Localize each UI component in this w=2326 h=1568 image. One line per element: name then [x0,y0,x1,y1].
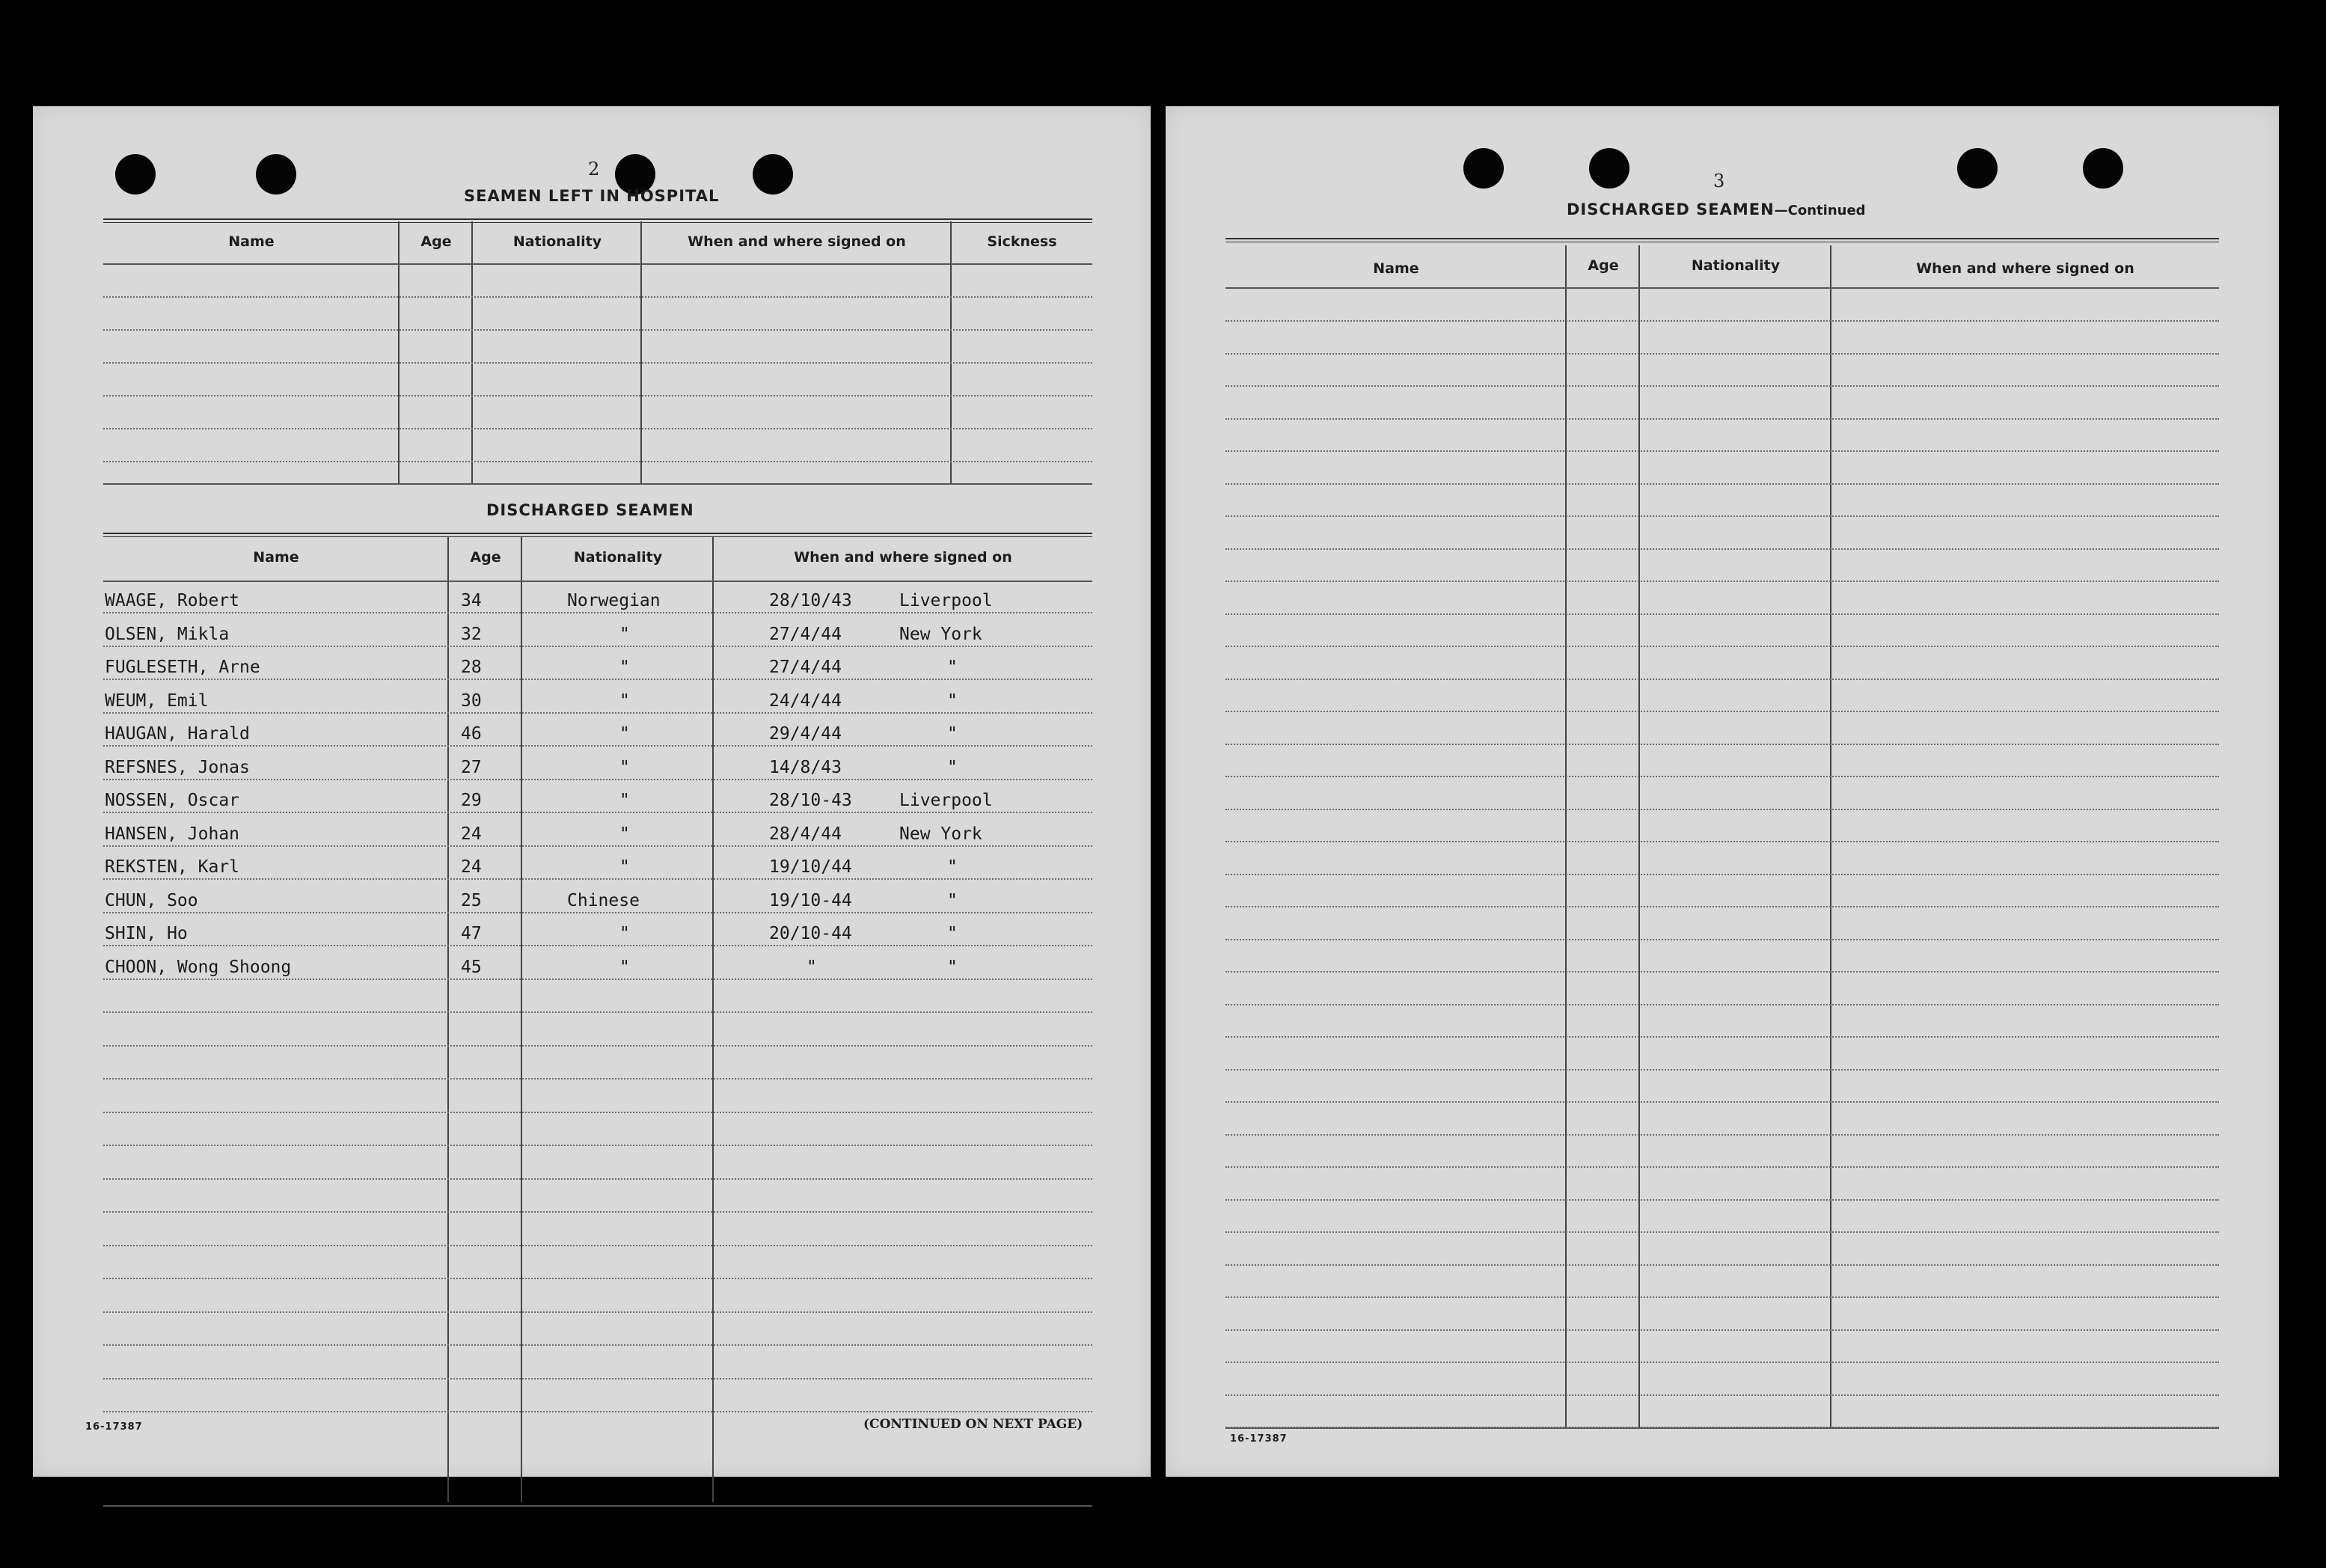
cell-age: 24 [461,824,482,844]
cell-place: New York [899,824,982,844]
cell-date: 20/10-44 [769,924,852,943]
discharged-rows [103,533,1092,1520]
header-age: Age [420,233,452,250]
table-row [103,620,1092,646]
cell-name: REKSTEN, Karl [105,857,240,877]
header-name: Name [1373,260,1419,277]
cell-age: 30 [461,690,482,711]
table-row [103,587,1092,612]
form-number: 16-17387 [1230,1433,1288,1445]
punch-hole [1957,148,1998,189]
header-signed-on: When and where signed on [1916,260,2134,277]
cell-age: 29 [461,791,482,810]
hospital-table [103,218,1092,488]
cell-place: " [947,890,958,910]
cell-date: 28/10-43 [769,791,852,810]
page-number: 2 [588,159,600,180]
table-row [103,653,1092,679]
title-suffix: —Continued [1774,203,1866,218]
cell-name: WEUM, Emil [105,690,209,711]
cell-nationality: " [619,658,630,677]
cell-place: " [947,857,958,877]
cell-age: 47 [461,924,482,943]
cell-place: Liverpool [899,791,993,810]
left-page [33,106,1151,1477]
cell-date: 14/8/43 [769,757,842,777]
cell-place: " [947,924,958,943]
cell-nationality: " [619,957,630,977]
right-page [1166,106,2279,1477]
cell-date: 24/4/44 [769,690,842,711]
discharged-table [103,533,1092,1520]
punch-hole [753,154,793,195]
cell-place: New York [899,624,982,644]
cell-place: " [947,957,958,977]
table-row [103,786,1092,812]
form-number: 16-17387 [85,1421,143,1433]
continued-note: (CONTINUED ON NEXT PAGE) [863,1417,1083,1432]
page-number: 3 [1713,171,1725,192]
cell-nationality: " [619,757,630,777]
cell-date: " [807,957,817,977]
punch-hole [1463,148,1504,189]
cell-name: WAAGE, Robert [105,591,240,610]
table-row [103,687,1092,712]
continued-table [1225,238,2219,1532]
hospital-section-title: SEAMEN LEFT IN HOSPITAL [464,187,720,205]
punch-hole [115,154,156,195]
table-row [103,720,1092,745]
cell-age: 24 [461,857,482,877]
cell-nationality: Chinese [567,890,640,910]
cell-date: 29/4/44 [769,724,842,744]
title-main: DISCHARGED SEAMEN [1567,200,1775,218]
cell-date: 27/4/44 [769,624,842,644]
cell-nationality: " [619,724,630,744]
continued-section-title [1567,200,1866,218]
cell-date: 27/4/44 [769,658,842,677]
cell-name: NOSSEN, Oscar [105,791,240,810]
header-nationality: Nationality [1691,257,1781,274]
header-age: Age [470,549,501,566]
cell-date: 28/4/44 [769,824,842,844]
header-name: Name [253,549,299,566]
cell-nationality: " [619,857,630,877]
table-row [103,820,1092,845]
header-signed-on: When and where signed on [794,549,1012,566]
cell-place: " [947,658,958,677]
cell-date: 19/10/44 [769,857,852,877]
cell-nationality: " [619,624,630,644]
table-row [103,919,1092,945]
table-row [103,953,1092,979]
cell-age: 28 [461,658,482,677]
cell-age: 27 [461,757,482,777]
cell-nationality: " [619,791,630,810]
discharged-section-title: DISCHARGED SEAMEN [486,501,694,519]
cell-name: HAUGAN, Harald [105,724,250,744]
header-name: Name [228,233,275,250]
cell-age: 32 [461,624,482,644]
table-row [103,886,1092,912]
header-signed-on: When and where signed on [688,233,906,250]
cell-nationality: " [619,824,630,844]
cell-nationality: " [619,690,630,711]
cell-age: 34 [461,591,482,610]
cell-nationality: " [619,924,630,943]
cell-name: SHIN, Ho [105,924,188,943]
header-nationality: Nationality [512,233,602,250]
cell-name: CHUN, Soo [105,890,198,910]
cell-name: CHOON, Wong Shoong [105,957,292,977]
cell-age: 46 [461,724,482,744]
cell-place: " [947,690,958,711]
cell-name: OLSEN, Mikla [105,624,230,644]
cell-name: HANSEN, Johan [105,824,240,844]
cell-place: " [947,757,958,777]
table-row [103,853,1092,878]
cell-date: 19/10-44 [769,890,852,910]
punch-hole [1589,148,1629,189]
cell-place: " [947,724,958,744]
cell-age: 25 [461,890,482,910]
cell-date: 28/10/43 [769,591,852,610]
punch-hole [2083,148,2123,189]
table-row [103,753,1092,779]
cell-nationality: Norwegian [567,591,661,610]
punch-hole [256,154,296,195]
header-sickness: Sickness [987,233,1057,250]
header-age: Age [1588,257,1619,274]
cell-name: FUGLESETH, Arne [105,658,260,677]
header-nationality: Nationality [573,549,663,566]
cell-name: REFSNES, Jonas [105,757,250,777]
cell-place: Liverpool [899,591,993,610]
cell-age: 45 [461,957,482,977]
